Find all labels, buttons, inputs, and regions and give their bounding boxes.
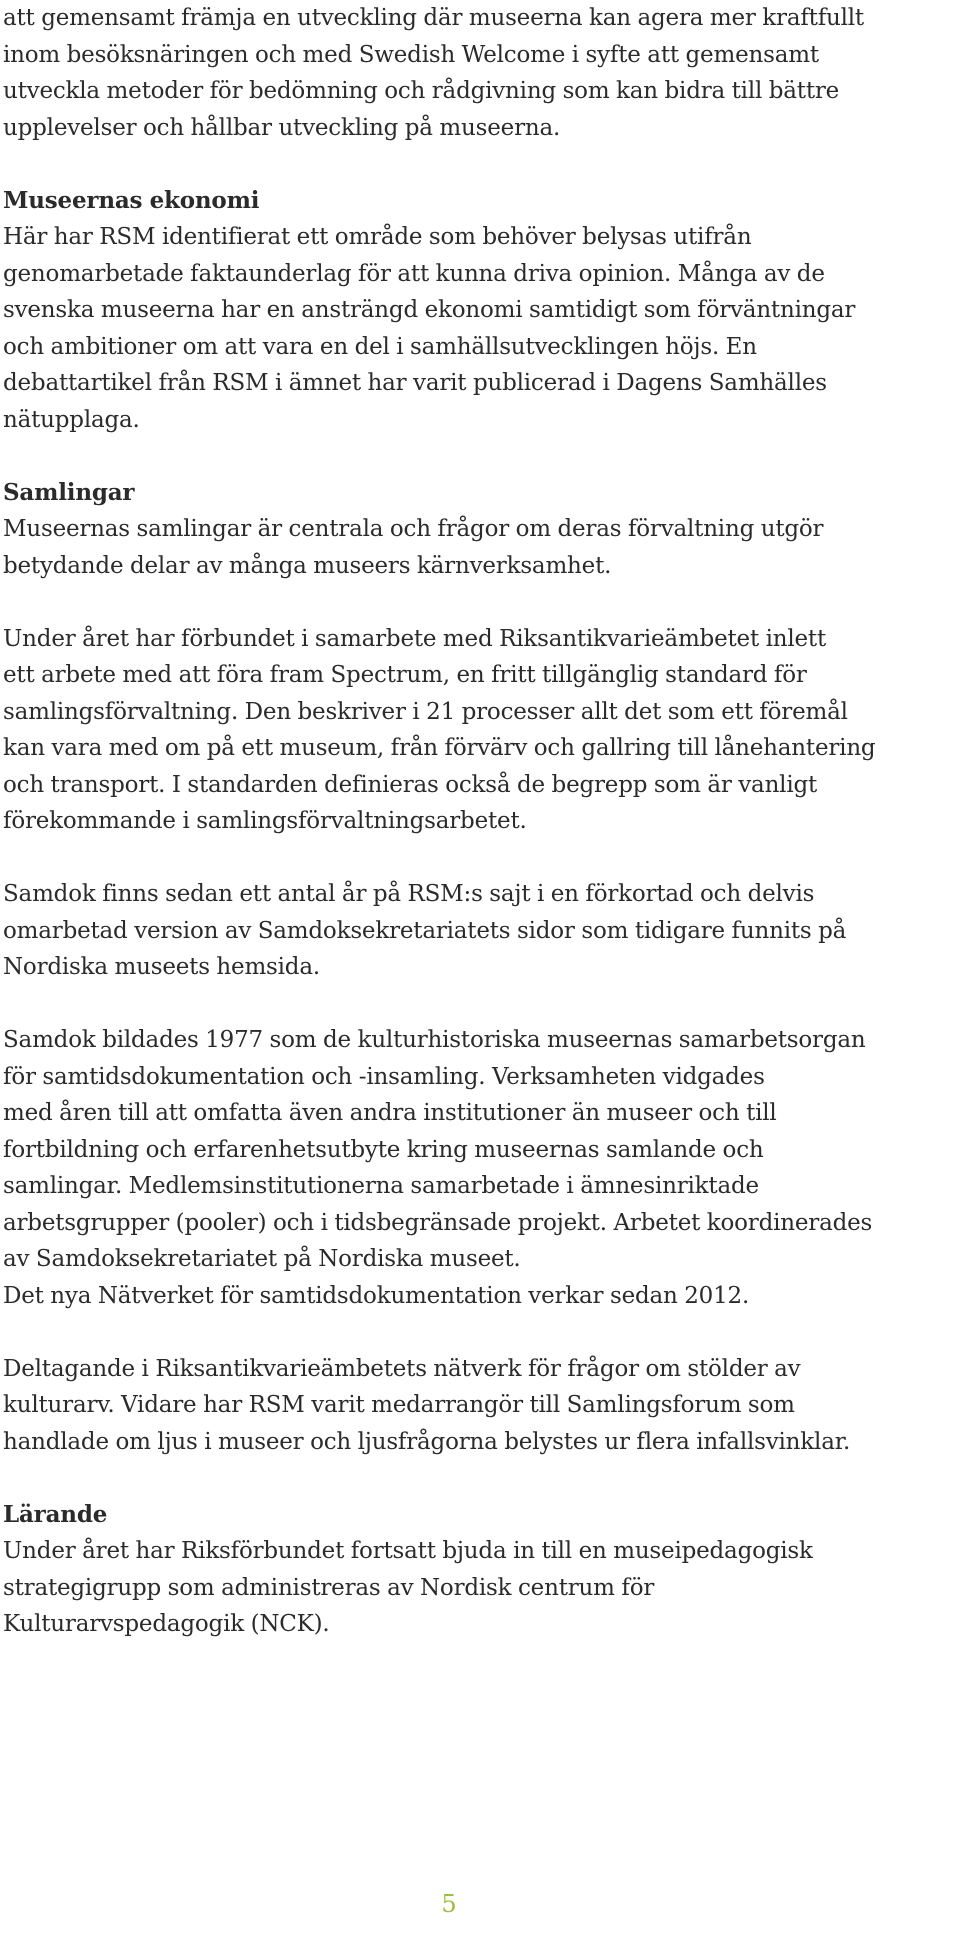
text-line: kan vara med om på ett museum, från förvärv och gallring till lånehantering [3,735,876,761]
paragraph [3,219,960,438]
paragraph [3,1351,960,1461]
text-line: och ambitioner om att vara en del i samhällsutvecklingen höjs. En [3,333,757,360]
text-line: och transport. I standarden definieras också de begrepp som är vanligt [3,771,818,798]
text-line: av Samdoksekretariatet på Nordiska museet. [3,1246,521,1272]
text-line: ett arbete med att föra fram Spectrum, en fritt tillgänglig standard för [3,662,807,688]
section-heading: Museernas ekonomi [3,186,260,214]
text-line: Under året har förbundet i samarbete med Riksantikvarieämbetet inlett [3,625,827,652]
text-line: debattartikel från RSM i ämnet har varit publicerad i Dagens Samhälles [3,370,827,396]
text-line: Museernas samlingar är centrala och frågor om deras förvaltning utgör [3,516,824,542]
text-line: nätupplaga. [3,406,140,433]
text-line: samlingsförvaltning. Den beskriver i 21 processer allt det som ett föremål [3,698,848,725]
paragraph [3,1022,960,1314]
page-number: 5 [441,1890,457,1918]
paragraph [3,876,960,986]
text-line: omarbetad version av Samdoksekretariatets sidor som tidigare funnits på [3,917,847,944]
text-line: utveckla metoder för bedömning och rådgivning som kan bidra till bättre [3,78,840,104]
section-samlingar [3,475,960,585]
text-line: Nordiska museets hemsida. [3,954,320,980]
text-line: Deltagande i Riksantikvarieämbetets nätverk för frågor om stölder av [3,1355,801,1382]
text-line: Under året har Riksförbundet fortsatt bjuda in till en museipedagogisk [3,1538,813,1564]
body-text [3,0,960,1679]
text-line: arbetsgrupper (pooler) och i tidsbegränsade projekt. Arbetet koordinerades [3,1209,873,1236]
text-line: förekommande i samlingsförvaltningsarbetet. [3,808,527,834]
paragraph [3,511,960,584]
text-line: inom besöksnäringen och med Swedish Welcome i syfte att gemensamt [3,41,819,68]
samdok-paragraph-1 [3,876,960,986]
paragraph [3,0,960,146]
text-line: Kulturarvspedagogik (NCK). [3,1611,330,1637]
text-line: fortbildning och erfarenhetsutbyte kring museernas samlande och [3,1136,764,1163]
text-line: strategigrupp som administreras av Nordisk centrum för [3,1574,655,1601]
paragraph [3,1533,960,1643]
text-line: handlade om ljus i museer och ljusfrågorna belystes ur flera infallsvinklar. [3,1428,851,1455]
text-line: samlingar. Medlemsinstitutionerna samarbetade i ämnesinriktade [3,1173,759,1199]
text-line: Samdok finns sedan ett antal år på RSM:s sajt i en förkortad och delvis [3,881,815,907]
section-larande [3,1497,960,1643]
text-line: svenska museerna har en ansträngd ekonomi samtidigt som förväntningar [3,297,856,323]
text-line: med åren till att omfatta även andra institutioner än museer och till [3,1100,777,1126]
section-ekonomi [3,183,960,439]
spectrum-paragraph [3,621,960,840]
text-line: Här har RSM identifierat ett område som behöver belysas utifrån [3,224,752,250]
text-line: kulturarv. Vidare har RSM varit medarrangör till Samlingsforum som [3,1392,795,1418]
text-line: betydande delar av många museers kärnverksamhet. [3,552,612,579]
section-heading: Samlingar [3,478,135,506]
samdok-paragraph-2 [3,1022,960,1314]
intro-paragraph [3,0,960,146]
text-line: Samdok bildades 1977 som de kulturhistoriska museernas samarbetsorgan [3,1027,866,1053]
text-line: för samtidsdokumentation och -insamling. Verksamheten vidgades [3,1063,765,1090]
text-line: Det nya Nätverket för samtidsdokumentation verkar sedan 2012. [3,1282,750,1309]
section-heading: Lärande [3,1500,108,1528]
paragraph [3,621,960,840]
stolder-paragraph [3,1351,960,1461]
text-line: att gemensamt främja en utveckling där museerna kan agera mer kraftfullt [3,5,864,31]
text-line: upplevelser och hållbar utveckling på museerna. [3,114,561,141]
text-line: genomarbetade faktaunderlag för att kunna driva opinion. Många av de [3,260,825,287]
